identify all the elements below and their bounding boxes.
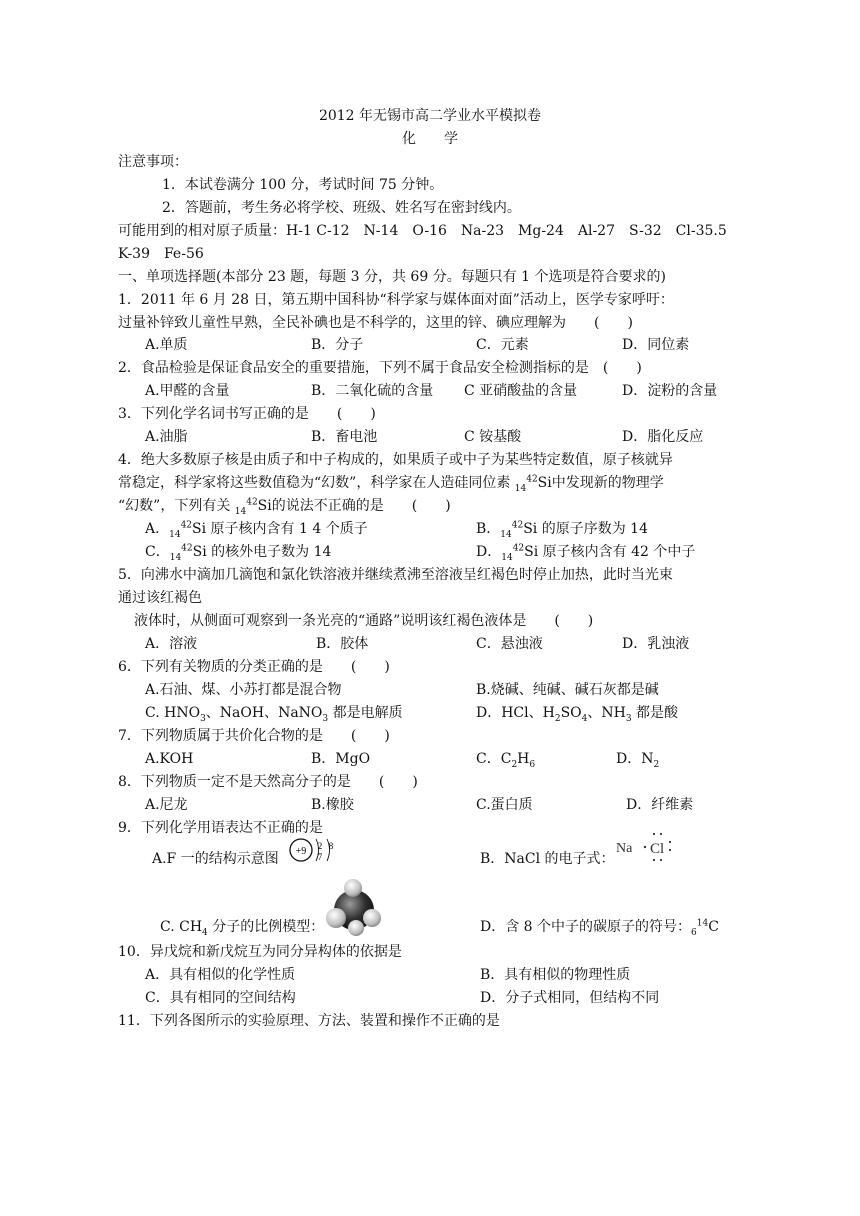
q9-option-c: C. $CH_4$ 分子的比例模型： (160, 919, 325, 938)
q1-option-c: C．元素 (476, 337, 529, 353)
notice-item-2: 2．答题前，考生务必将学校、班级、姓名写在密封线内。 (162, 200, 521, 216)
q6-option-d: D．HCl、$H_2SO_4$、$NH_3$ 都是酸 (476, 705, 679, 724)
electron-dot (653, 833, 655, 835)
exam-title: 2012 年无锡市高二学业水平模拟卷 (318, 108, 542, 124)
q2-option-b: B．二氧化硫的含量 (311, 383, 434, 399)
q7-option-d: D．$N_2$ (616, 751, 660, 770)
q3-stem: 3．下列化学名词书写正确的是 ( ) (118, 406, 376, 422)
electron-dot (653, 859, 655, 861)
q1-option-a: A.单质 (145, 337, 188, 353)
q4-stem-line-1: 4．绝大多数原子核是由质子和中子构成的，如果质子或中子为某些特定数值，原子核就异 (118, 452, 673, 468)
electron-dot (660, 859, 662, 861)
q4-option-c: C．$_{14}^{42}$Si 的核外电子数为 14 (145, 543, 332, 563)
q6-stem: 6．下列有关物质的分类正确的是 ( ) (118, 659, 390, 675)
q5-option-a: A．溶液 (145, 636, 198, 652)
q8-option-c: C.蛋白质 (476, 797, 533, 813)
q4-stem-line-2: 常稳定，科学家将这些数值稳为“幻数”，科学家在人造硅同位素 $_{14}^{42}$Si中发现新的物理学 (118, 474, 664, 494)
q10-option-a: A．具有相似的化学性质 (145, 967, 296, 983)
q8-option-d: D．纤维素 (626, 797, 694, 813)
exam-subject: 化 学 (402, 131, 458, 147)
notice-item-1: 1．本试卷满分 100 分，考试时间 75 分钟。 (162, 177, 444, 193)
q10-stem: 10．异戊烷和新戊烷互为同分异构体的依据是 (118, 944, 402, 960)
q3-option-a: A.油脂 (145, 429, 188, 445)
q5-stem-line-1: 5．向沸水中滴加几滴饱和氯化铁溶液并继续煮沸至溶液呈红褐色时停止加热，此时当光束 (118, 567, 673, 583)
q6-option-a: A.石油、煤、小苏打都是混合物 (145, 682, 342, 698)
hydrogen-atom (326, 908, 346, 928)
electron-shell-2-count: 8 (328, 841, 334, 851)
q1-stem-line-1: 1．2011 年 6 月 28 日，第五期中国科协“科学家与媒体面对面”活动上，医学专家呼吁： (118, 292, 674, 308)
q1-option-d: D．同位素 (622, 337, 690, 353)
electron-shell-1-count: 2 (317, 841, 323, 851)
q4-option-b: B．$_{14}^{42}$Si 的原子序数为 14 (476, 520, 648, 540)
nacl-electron-formula (612, 830, 678, 864)
nucleus-charge: +9 (295, 846, 307, 857)
section-1-heading: 一、单项选择题(本部分 23 题，每题 3 分，共 69 分。每题只有 1 个选项是符合要求的) (118, 269, 666, 285)
q7-option-b: B．MgO (311, 751, 371, 767)
q4-stem-line-3: “幻数”，下列有关 $_{14}^{42}$Si的说法不正确的是 ( ) (118, 497, 451, 517)
q5-option-d: D．乳浊液 (622, 636, 690, 652)
q9-option-a: A.F 一的结构示意图 (152, 851, 279, 867)
q7-option-a: A.KOH (145, 751, 194, 767)
hydrogen-atom (363, 909, 381, 927)
q1-option-b: B．分子 (311, 337, 364, 353)
q8-stem: 8．下列物质一定不是天然高分子的是 ( ) (118, 774, 418, 790)
q5-stem-line-2: 通过该红褐色 (118, 590, 202, 606)
hydrogen-atom (344, 879, 362, 897)
electron-dot (644, 846, 646, 848)
methane-space-filling-model (322, 878, 386, 938)
q9-option-d: D．含 8 个中子的碳原子的符号：$_6^{14}$C (480, 918, 719, 938)
atomic-mass-line-1: 可能用到的相对原子质量：H-1 C-12 N-14 O-16 Na-23 Mg-24 Al-27 S-32 Cl-35.5 (118, 223, 727, 239)
electron-dot (669, 841, 671, 843)
q11-stem: 11．下列各图所示的实验原理、方法、装置和操作不正确的是 (118, 1013, 500, 1029)
electron-dot (669, 849, 671, 851)
q2-option-d: D．淀粉的含量 (622, 383, 718, 399)
q6-option-b: B.烧碱、纯碱、碱石灰都是碱 (476, 682, 659, 698)
fluoride-ion-structure-diagram (286, 834, 342, 868)
q5-option-b: B．胶体 (316, 636, 369, 652)
notice-heading: 注意事项： (118, 154, 188, 170)
electron-dot (660, 833, 662, 835)
q10-option-c: C．具有相同的空间结构 (145, 990, 296, 1006)
q9-option-b: B．NaCl 的电子式： (480, 851, 615, 867)
q10-option-b: B．具有相似的物理性质 (480, 967, 631, 983)
q2-option-c: C 亚硝酸盐的含量 (464, 383, 578, 399)
electron-shell-bottom-count: 7 (317, 852, 323, 862)
sodium-symbol: Na (616, 841, 633, 856)
q9-stem: 9．下列化学用语表达不正确的是 (118, 820, 323, 836)
q5-option-c: C．悬浊液 (476, 636, 543, 652)
q1-stem-line-2: 过量补锌致儿童性早熟，全民补碘也是不科学的，这里的锌、碘应理解为 ( ) (118, 315, 633, 331)
q7-option-c: C．$C_2H_6$ (476, 751, 536, 770)
q2-stem: 2．食品检验是保证食品安全的重要措施，下列不属于食品安全检测指标的是 ( ) (118, 360, 642, 376)
atomic-mass-line-2: K-39 Fe-56 (118, 246, 204, 262)
q10-option-d: D．分子式相同，但结构不同 (480, 990, 660, 1006)
hydrogen-atom (348, 920, 364, 936)
q3-option-c: C 铵基酸 (464, 429, 522, 445)
q4-option-a: A．$_{14}^{42}$Si 原子核内含有 1 4 个质子 (145, 520, 368, 540)
q7-stem: 7．下列物质属于共价化合物的是 ( ) (118, 728, 390, 744)
q3-option-d: D．脂化反应 (622, 429, 704, 445)
q8-option-a: A.尼龙 (145, 797, 188, 813)
q6-option-c: C. $HNO_3$、NaOH、NaNO$_3$ 都是电解质 (145, 705, 403, 724)
q5-stem-line-3: 液体时，从侧面可观察到一条光亮的“通路”说明该红褐色液体是 ( ) (134, 613, 594, 629)
q8-option-b: B.橡胶 (311, 797, 354, 813)
q3-option-b: B．畜电池 (311, 429, 378, 445)
q2-option-a: A.甲醛的含量 (145, 383, 230, 399)
chlorine-symbol: Cl (650, 841, 665, 857)
q4-option-d: D．$_{14}^{42}$Si 原子核内含有 42 个中子 (476, 543, 696, 563)
